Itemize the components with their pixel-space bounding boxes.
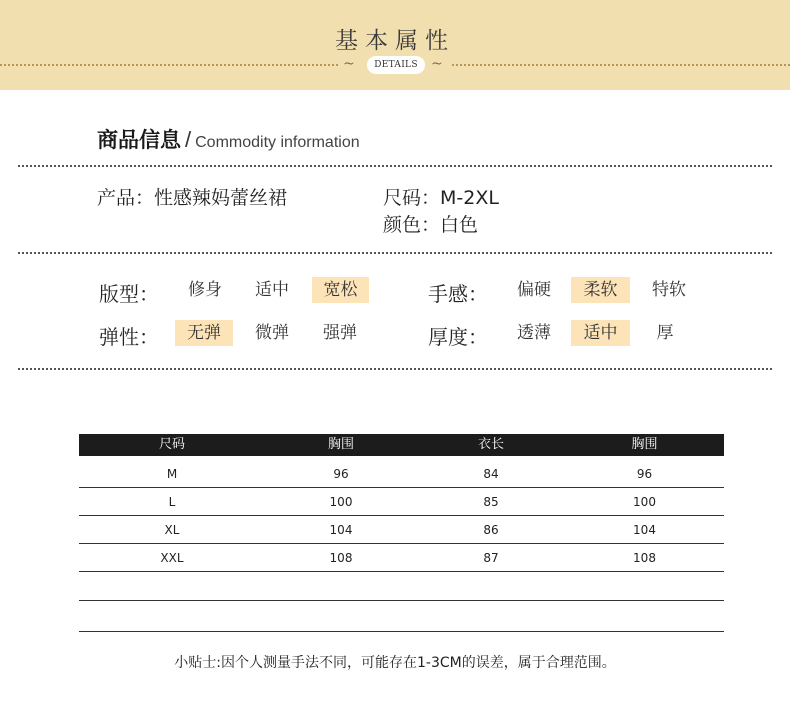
dotted-divider xyxy=(18,252,772,254)
thickness-option-thin: 透薄 xyxy=(517,323,551,343)
swirl-ornament-left-icon: ~ xyxy=(343,56,355,72)
product-color: 颜色：白色 xyxy=(383,214,479,236)
table-cell-bust: 104 xyxy=(329,523,353,537)
table-cell-size: XL xyxy=(164,523,180,537)
table-cell-size: M xyxy=(166,467,178,481)
table-cell-length: 84 xyxy=(483,467,499,481)
table-row-line xyxy=(79,631,724,632)
header-dotted-divider-right xyxy=(452,64,790,66)
feel-option-soft-selected: 柔软 xyxy=(571,277,630,303)
product-size-range: 尺码：M-2XL xyxy=(383,187,499,209)
bust-column-header-2: 胸围 xyxy=(631,437,658,452)
size-table-header xyxy=(79,434,724,456)
size-column-header: 尺码 xyxy=(158,437,185,452)
table-cell-size: L xyxy=(168,495,176,509)
title-slash: / xyxy=(185,127,192,152)
swirl-ornament-right-icon: ~ xyxy=(431,56,443,72)
section-title: 基本属性 xyxy=(335,28,455,54)
fit-option-slim: 修身 xyxy=(188,280,222,300)
table-cell-bust-2: 104 xyxy=(633,523,656,537)
fit-label: 版型： xyxy=(99,282,159,306)
commodity-info-title-cn: 商品信息 xyxy=(97,129,181,152)
commodity-info-heading xyxy=(97,124,360,154)
dotted-divider xyxy=(18,165,772,167)
elasticity-label: 弹性： xyxy=(99,325,159,349)
table-cell-bust-2: 96 xyxy=(636,467,653,481)
commodity-info-title-en: Commodity information xyxy=(195,134,360,151)
length-column-header: 衣长 xyxy=(477,437,504,452)
bust-column-header: 胸围 xyxy=(327,437,354,452)
details-badge: DETAILS xyxy=(367,56,425,74)
thickness-label: 厚度： xyxy=(428,325,488,349)
thickness-option-medium-selected: 适中 xyxy=(571,320,630,346)
elasticity-option-none-selected: 无弹 xyxy=(175,320,233,346)
table-row-line xyxy=(79,571,724,572)
feel-label: 手感： xyxy=(428,282,488,306)
table-cell-bust: 108 xyxy=(329,551,353,565)
table-cell-length: 86 xyxy=(483,523,499,537)
measurement-tip: 小贴士:因个人测量手法不同，可能存在1-3CM的误差，属于合理范围。 xyxy=(174,655,616,671)
fit-option-regular: 适中 xyxy=(255,280,289,300)
header-dotted-divider-left xyxy=(0,64,338,66)
dotted-divider xyxy=(18,368,772,370)
product-name: 产品：性感辣妈蕾丝裙 xyxy=(97,187,288,209)
table-cell-bust-2: 108 xyxy=(633,551,656,565)
fit-option-loose-selected: 宽松 xyxy=(312,277,369,303)
table-row-line xyxy=(79,600,724,601)
table-cell-size: XXL xyxy=(160,551,184,565)
feel-option-hard: 偏硬 xyxy=(517,280,551,300)
table-cell-length: 87 xyxy=(483,551,499,565)
table-cell-bust-2: 100 xyxy=(633,495,656,509)
table-cell-length: 85 xyxy=(483,495,499,509)
table-cell-bust: 100 xyxy=(329,495,353,509)
elasticity-option-slight: 微弹 xyxy=(255,323,289,343)
elasticity-option-strong: 强弹 xyxy=(323,323,357,343)
feel-option-extra-soft: 特软 xyxy=(652,280,686,300)
thickness-option-thick: 厚 xyxy=(656,323,674,343)
table-cell-bust: 96 xyxy=(333,467,349,481)
